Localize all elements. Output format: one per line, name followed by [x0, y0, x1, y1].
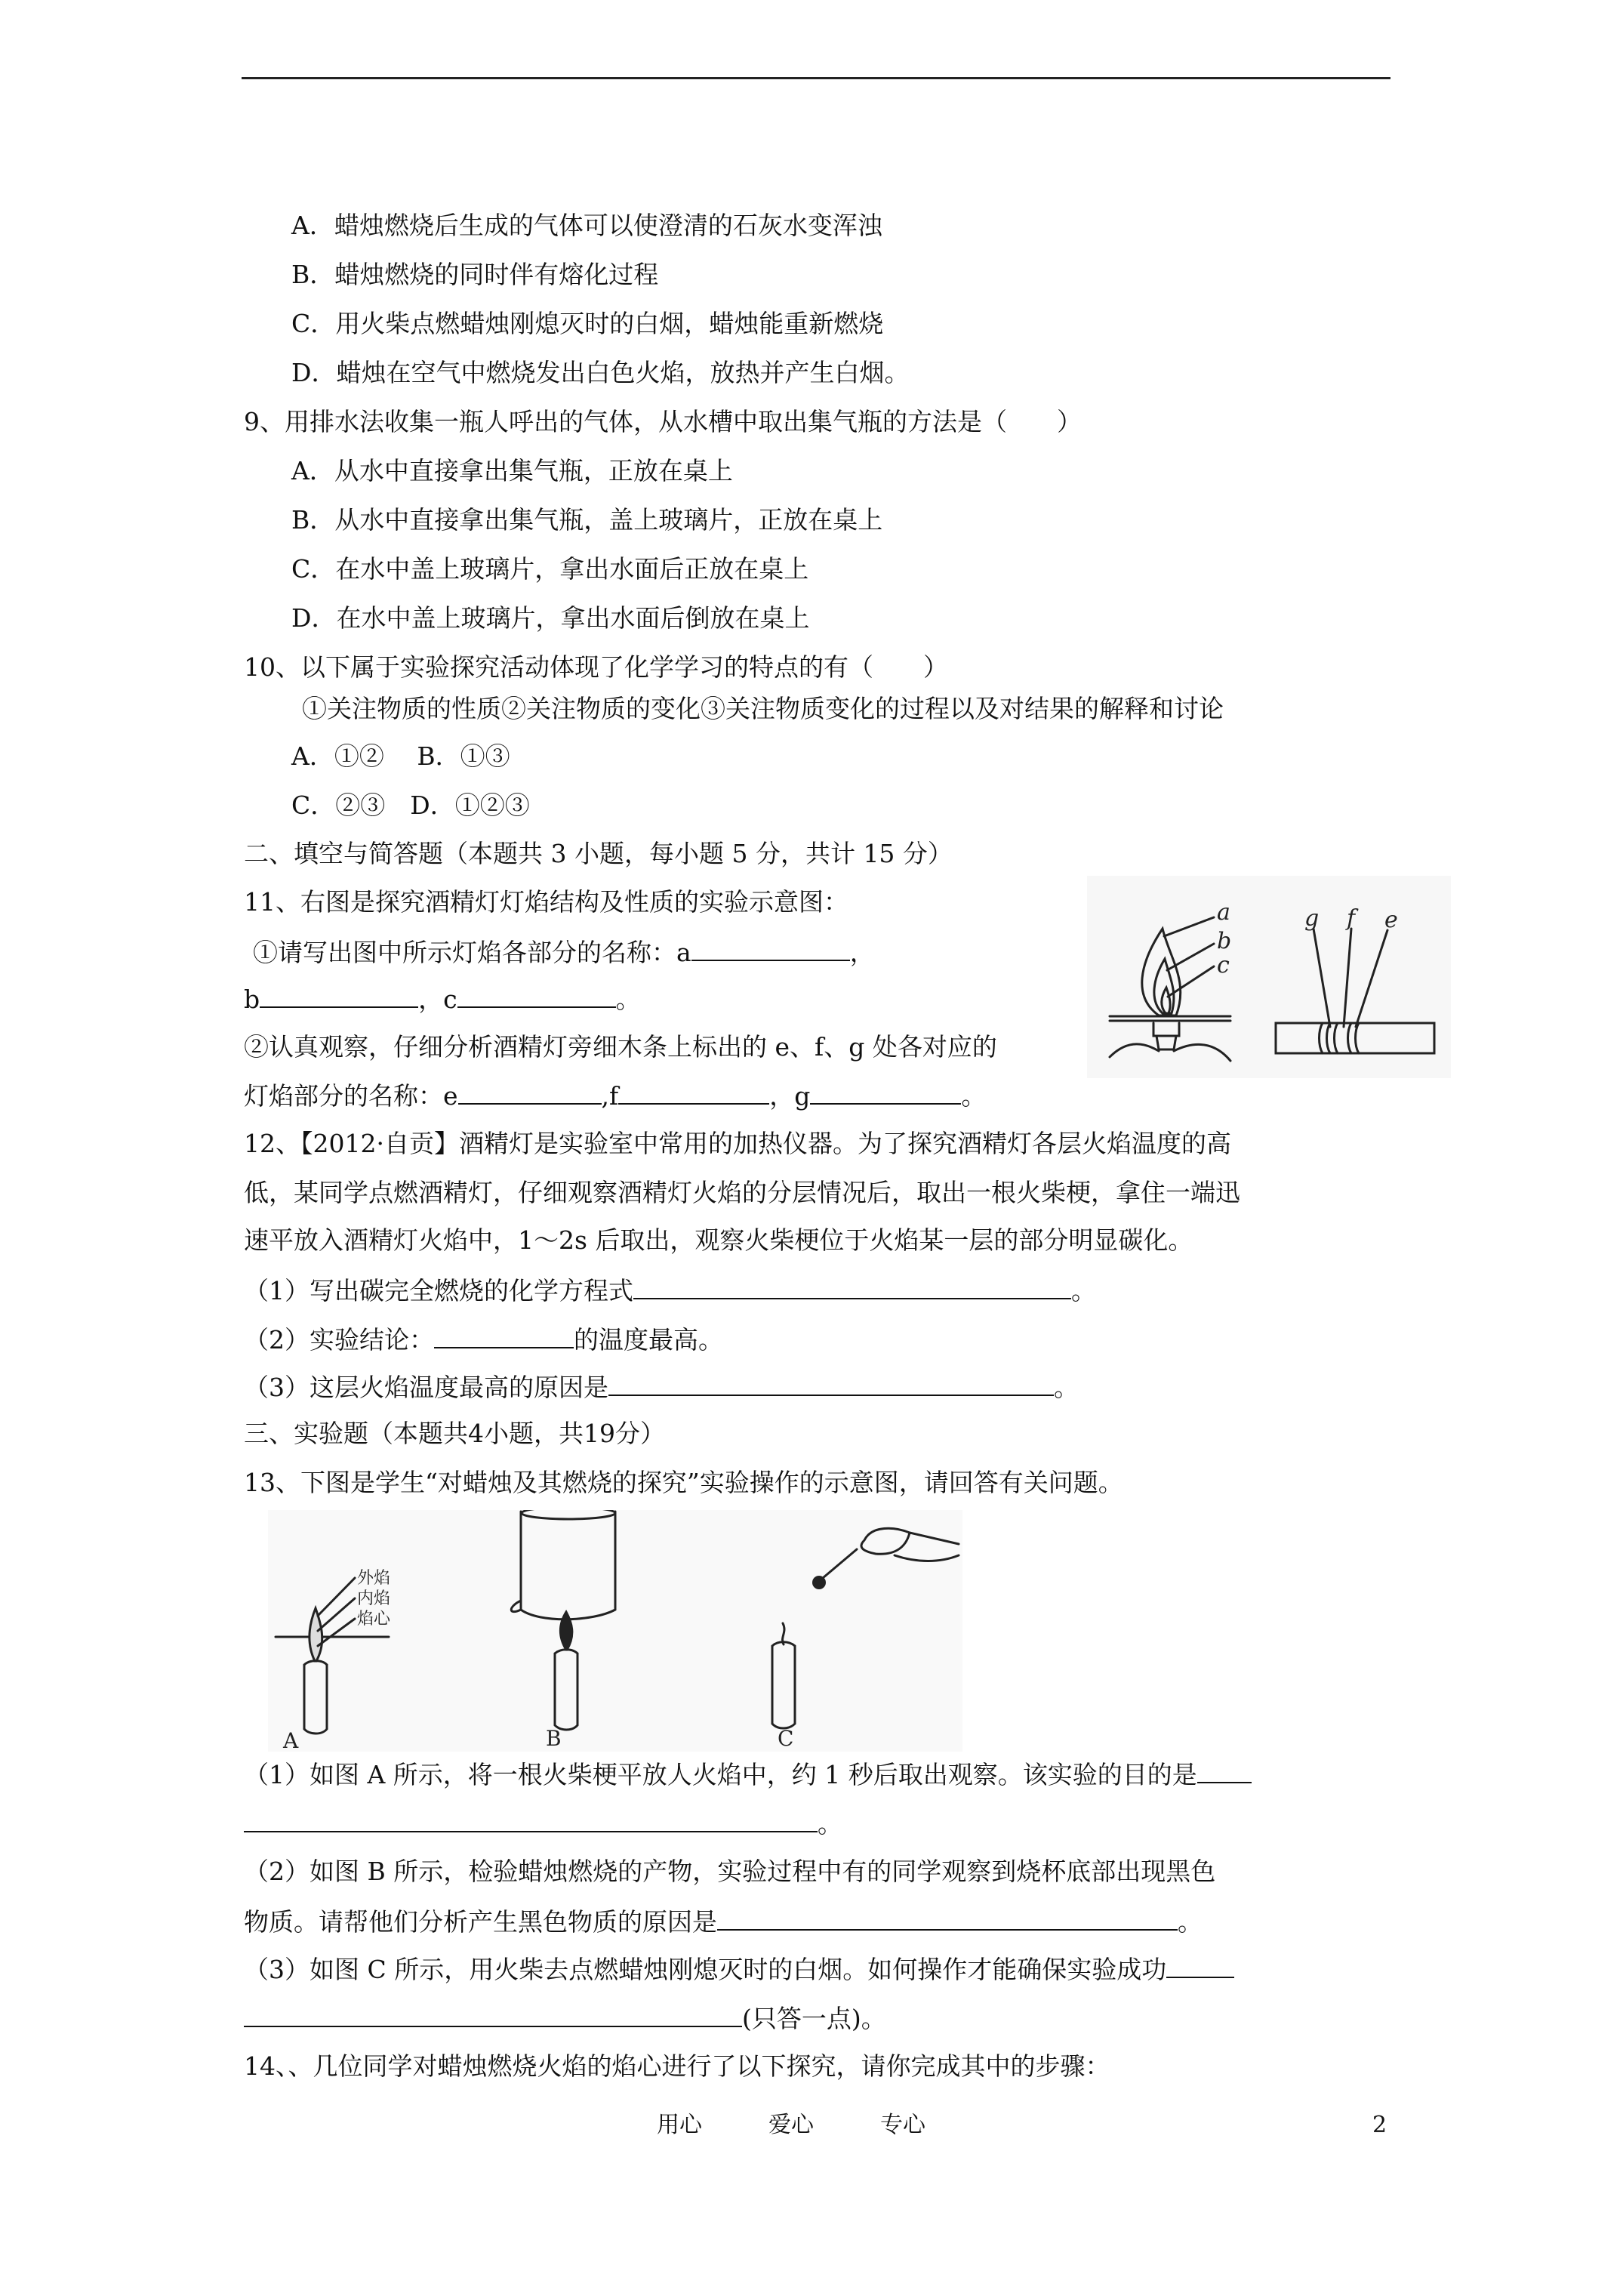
label-fig-b: B	[546, 1726, 562, 1751]
q8-option-a: A．蜡烛燃烧后生成的气体可以使澄清的石灰水变浑浊	[291, 211, 882, 240]
q13-part1-end: 。	[818, 1809, 842, 1838]
q11-stem: 11、右图是探究酒精灯灯焰结构及性质的实验示意图：	[244, 887, 848, 917]
footer-motto-2: 爱心	[768, 2112, 814, 2138]
q11-line1-end: ，	[849, 938, 875, 967]
q12-line3: 速平放入酒精灯火焰中，1～2s 后取出，观察火柴梗位于火焰某一层的部分明显碳化。	[244, 1225, 1193, 1255]
q13-part1-text: （1）如图 A 所示，将一根火柴梗平放人火焰中，约 1 秒后取出观察。该实验的目的是	[244, 1760, 1197, 1789]
blank-b[interactable]	[260, 981, 418, 1008]
q8-option-d: D．蜡烛在空气中燃烧发出白色火焰，放热并产生白烟。	[291, 358, 910, 387]
label-fig-a: A	[283, 1728, 299, 1752]
q14-stem: 14、、几位同学对蜡烛燃烧火焰的焰心进行了以下探究，请你完成其中的步骤：	[244, 2051, 1110, 2081]
candle-experiments-figure	[268, 1510, 962, 1752]
q13-part3-line2	[244, 2000, 886, 2036]
q12-part3	[244, 1369, 1079, 1405]
q13-part2-text: 物质。请帮他们分析产生黑色物质的原因是	[244, 1907, 717, 1937]
q11-line4-e: 灯焰部分的名称：e	[244, 1081, 458, 1111]
label-b: b	[1217, 928, 1232, 954]
label-flame-core: 焰心	[357, 1610, 391, 1629]
q12-part2-text: （2）实验结论：	[244, 1325, 434, 1354]
blank-g[interactable]	[810, 1077, 961, 1105]
q11-line4-f: ,f	[601, 1081, 619, 1111]
blank-a[interactable]	[691, 934, 850, 961]
blank-operation[interactable]	[244, 2000, 742, 2027]
blank-purpose[interactable]	[244, 1805, 818, 1832]
q13-part2-line1: （2）如图 B 所示，检验蜡烛燃烧的产物，实验过程中有的同学观察到烧杯底部出现黑色	[244, 1857, 1216, 1886]
q9-option-c: C．在水中盖上玻璃片，拿出水面后正放在桌上	[291, 554, 809, 584]
q12-part1-text: （1）写出碳完全燃烧的化学方程式	[244, 1276, 633, 1305]
q13-part3-text: （3）如图 C 所示，用火柴去点燃蜡烛刚熄灭时的白烟。如何操作才能确保实验成功	[244, 1955, 1167, 1984]
header-rule	[242, 77, 1390, 79]
q10-stem: 10、以下属于实验探究活动体现了化学学习的特点的有（ ）	[244, 652, 948, 682]
q11-line1	[253, 934, 875, 970]
q11-line2	[244, 981, 641, 1017]
q13-part2-end: 。	[1178, 1907, 1203, 1937]
section2-heading: 二、填空与简答题（本题共 3 小题，每小题 5 分，共计 15 分）	[244, 839, 953, 868]
q9-option-b: B．从水中直接拿出集气瓶，盖上玻璃片，正放在桌上	[291, 505, 883, 535]
q12-line2: 低，某同学点燃酒精灯，仔细观察酒精灯火焰的分层情况后，取出一根火柴梗，拿住一端迅	[244, 1178, 1240, 1207]
alcohol-lamp-figure	[1087, 876, 1451, 1078]
label-g: g	[1304, 905, 1320, 932]
blank-c[interactable]	[457, 981, 616, 1008]
q12-part2	[244, 1321, 723, 1358]
q13-stem: 13、下图是学生“对蜡烛及其燃烧的探究”实验操作的示意图，请回答有关问题。	[244, 1468, 1123, 1497]
q11-line4-end: 。	[961, 1081, 987, 1111]
q11-line2-end: 。	[615, 985, 641, 1014]
q13-part1-cont	[244, 1805, 842, 1841]
q10-options-row2: C．②③ D．①②③	[291, 791, 530, 820]
q8-option-c: C．用火柴点燃蜡烛刚熄灭时的白烟，蜡烛能重新燃烧	[291, 309, 884, 338]
label-f: f	[1347, 905, 1356, 932]
label-c: c	[1217, 952, 1230, 978]
blank-equation[interactable]	[633, 1272, 1071, 1299]
label-inner-flame: 内焰	[357, 1589, 391, 1608]
label-e: e	[1384, 907, 1398, 933]
q13-part3-end: (只答一点)。	[742, 2004, 886, 2033]
match-flame-c	[812, 1576, 826, 1589]
q9-stem: 9、用排水法收集一瓶人呼出的气体，从水槽中取出集气瓶的方法是（ ）	[244, 407, 1082, 436]
footer-motto-3: 专心	[880, 2112, 925, 2138]
q10-options-row1: A．①② B．①③	[291, 741, 510, 771]
q12-part1-end: 。	[1071, 1276, 1096, 1305]
q12-part2-end: 的温度最高。	[574, 1325, 723, 1354]
blank-hottest-layer[interactable]	[434, 1321, 574, 1348]
blank-reason[interactable]	[608, 1369, 1054, 1396]
blank-f[interactable]	[618, 1077, 769, 1105]
q11-line3: ②认真观察，仔细分析酒精灯旁细木条上标出的 e、f、g 处各对应的	[244, 1032, 997, 1062]
q11-line4-g: ，g	[769, 1081, 811, 1111]
q11-line4	[244, 1077, 986, 1114]
section3-heading: 三、实验题（本题共4小题，共19分）	[244, 1419, 665, 1448]
label-fig-c: C	[778, 1726, 794, 1751]
q9-option-a: A．从水中直接拿出集气瓶，正放在桌上	[291, 456, 733, 485]
blank-black-substance[interactable]	[717, 1903, 1178, 1931]
label-outer-flame: 外焰	[357, 1569, 391, 1588]
blank-e[interactable]	[458, 1077, 602, 1105]
footer-motto-1: 用心	[657, 2112, 702, 2138]
q11-line1-text: ①请写出图中所示灯焰各部分的名称：a	[253, 938, 691, 967]
q11-line2-c: ，c	[418, 985, 457, 1014]
q13-part2-line2	[244, 1903, 1203, 1940]
page-number: 2	[1372, 2112, 1387, 2138]
q9-option-d: D．在水中盖上玻璃片，拿出水面后倒放在桌上	[291, 603, 810, 633]
q12-line1: 12、【2012·自贡】酒精灯是实验室中常用的加热仪器。为了探究酒精灯各层火焰温度的高	[244, 1129, 1231, 1158]
q13-part3-line1	[244, 1951, 1234, 1987]
q13-part1	[244, 1756, 1252, 1792]
q12-part3-text: （3）这层火焰温度最高的原因是	[244, 1373, 608, 1402]
q10-statements: ①关注物质的性质②关注物质的变化③关注物质变化的过程以及对结果的解释和讨论	[302, 694, 1224, 723]
q11-line2-b: b	[244, 985, 260, 1014]
q12-part3-end: 。	[1054, 1373, 1079, 1402]
blank-operation-start[interactable]	[1166, 1951, 1234, 1978]
q12-part1	[244, 1272, 1096, 1308]
blank-purpose-start[interactable]	[1197, 1756, 1252, 1783]
q8-option-b: B．蜡烛燃烧的同时伴有熔化过程	[291, 260, 659, 289]
label-a: a	[1217, 899, 1230, 926]
